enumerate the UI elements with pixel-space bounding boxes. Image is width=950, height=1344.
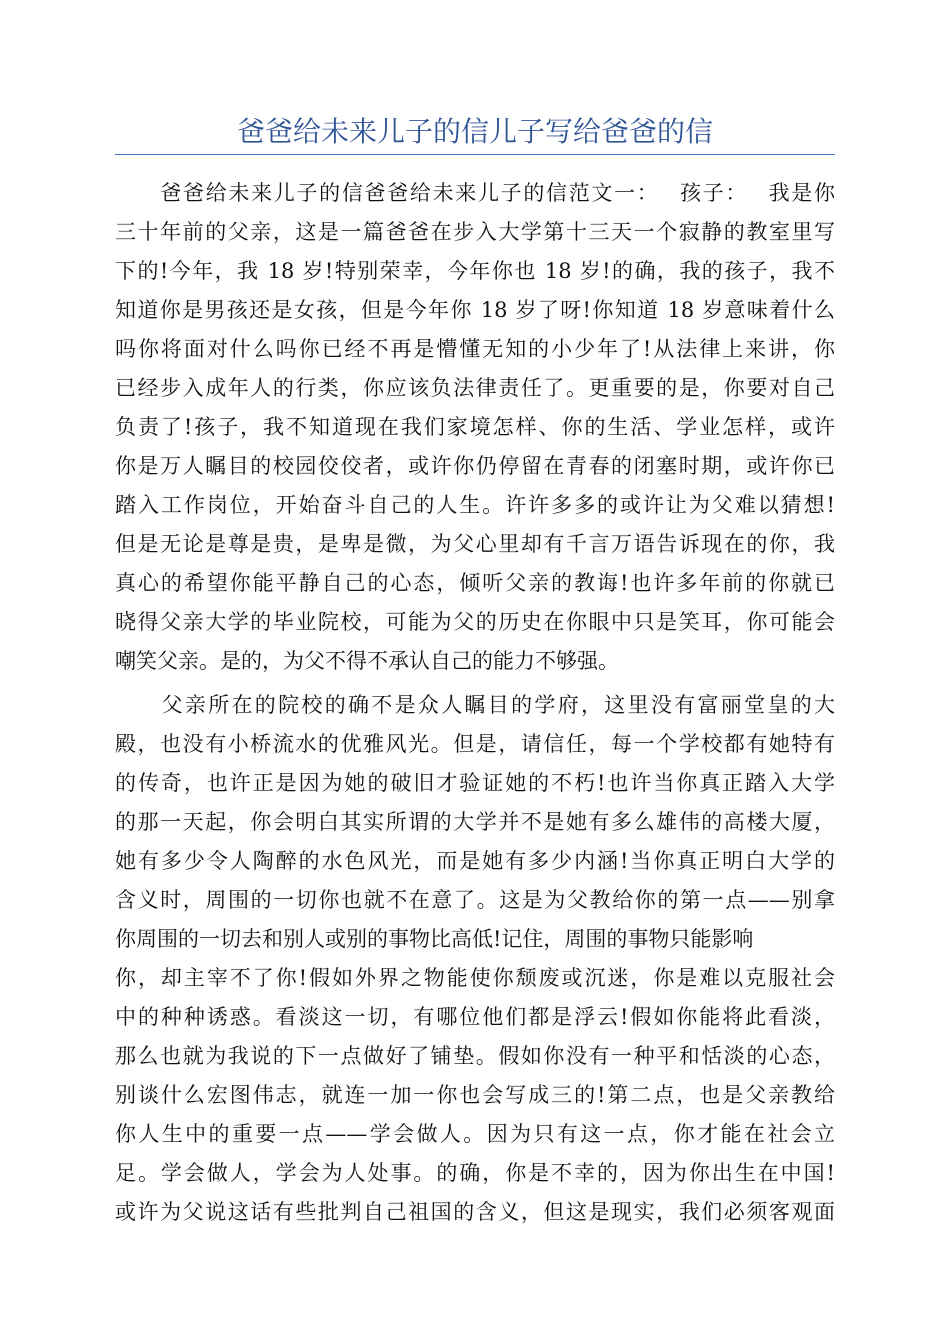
text-line: 嘲笑父亲。是的，为父不得不承认自己的能力不够强。 bbox=[115, 649, 619, 673]
text-line: 别谈什么宏图伟志，就连一加一你也会写成三的!第二点，也是父亲教给 bbox=[115, 1083, 835, 1107]
text-line: 那么也就为我说的下一点做好了铺垫。假如你没有一种平和恬淡的心态， bbox=[115, 1044, 835, 1068]
text-line: 爸爸给未来儿子的信爸爸给未来儿子的信范文一： 孩子： 我是你 bbox=[115, 181, 835, 205]
text-line: 殿，也没有小桥流水的优雅风光。但是，请信任，每一个学校都有她特有 bbox=[115, 732, 835, 756]
title-underline bbox=[115, 154, 835, 155]
text-line: 她有多少令人陶醉的水色风光，而是她有多少内涵!当你真正明白大学的 bbox=[115, 849, 835, 873]
text-line: 知道你是男孩还是女孩，但是今年你 18 岁了呀!你知道 18 岁意味着什么 bbox=[115, 298, 835, 322]
text-line: 已经步入成年人的行类，你应该负法律责任了。更重要的是，你要对自己 bbox=[115, 376, 835, 400]
text-line: 你是万人瞩目的校园佼佼者，或许你仍停留在青春的闭塞时期，或许你已 bbox=[115, 454, 835, 478]
document-title: 爸爸给未来儿子的信儿子写给爸爸的信 bbox=[236, 115, 713, 148]
text-line: 晓得父亲大学的毕业院校，可能为父的历史在你眼中只是笑耳，你可能会 bbox=[115, 610, 835, 634]
text-line: 真心的希望你能平静自己的心态，倾听父亲的教诲!也许多年前的你就已 bbox=[115, 571, 835, 595]
text-line: 但是无论是尊是贵，是卑是微，为父心里却有千言万语告诉现在的你，我 bbox=[115, 532, 835, 556]
paragraph-2 bbox=[115, 686, 835, 1232]
text-line: 你周围的一切去和别人或别的事物比高低!记住，周围的事物只能影响 bbox=[115, 927, 754, 951]
paragraph-1 bbox=[115, 174, 835, 681]
text-line: 父亲所在的院校的确不是众人瞩目的学府，这里没有富丽堂皇的大 bbox=[115, 693, 835, 717]
text-line: 的传奇，也许正是因为她的破旧才验证她的不朽!也许当你真正踏入大学 bbox=[115, 771, 835, 795]
text-line: 你人生中的重要一点——学会做人。因为只有这一点，你才能在社会立 bbox=[115, 1122, 835, 1146]
text-line: 踏入工作岗位，开始奋斗自己的人生。许许多多的或许让为父难以猜想! bbox=[115, 493, 835, 517]
text-line: 吗你将面对什么吗你已经不再是懵懂无知的小少年了!从法律上来讲，你 bbox=[115, 337, 835, 361]
text-line: 三十年前的父亲，这是一篇爸爸在步入大学第十三天一个寂静的教室里写 bbox=[115, 220, 835, 244]
text-line: 足。学会做人，学会为人处事。的确，你是不幸的，因为你出生在中国! bbox=[115, 1161, 835, 1185]
text-line: 负责了!孩子，我不知道现在我们家境怎样、你的生活、学业怎样，或许 bbox=[115, 415, 835, 439]
text-line: 的那一天起，你会明白其实所谓的大学并不是她有多么雄伟的高楼大厦， bbox=[115, 810, 835, 834]
text-line: 你，却主宰不了你!假如外界之物能使你颓废或沉迷，你是难以克服社会 bbox=[115, 966, 835, 990]
text-line: 或许为父说这话有些批判自己祖国的含义，但这是现实，我们必须客观面 bbox=[115, 1200, 835, 1224]
text-line: 下的!今年，我 18 岁!特别荣幸，今年你也 18 岁!的确，我的孩子，我不 bbox=[115, 259, 835, 283]
text-line: 中的种种诱惑。看淡这一切，有哪位他们都是浮云!假如你能将此看淡， bbox=[115, 1005, 835, 1029]
text-line: 含义时，周围的一切你也就不在意了。这是为父教给你的第一点——别拿 bbox=[115, 888, 835, 912]
